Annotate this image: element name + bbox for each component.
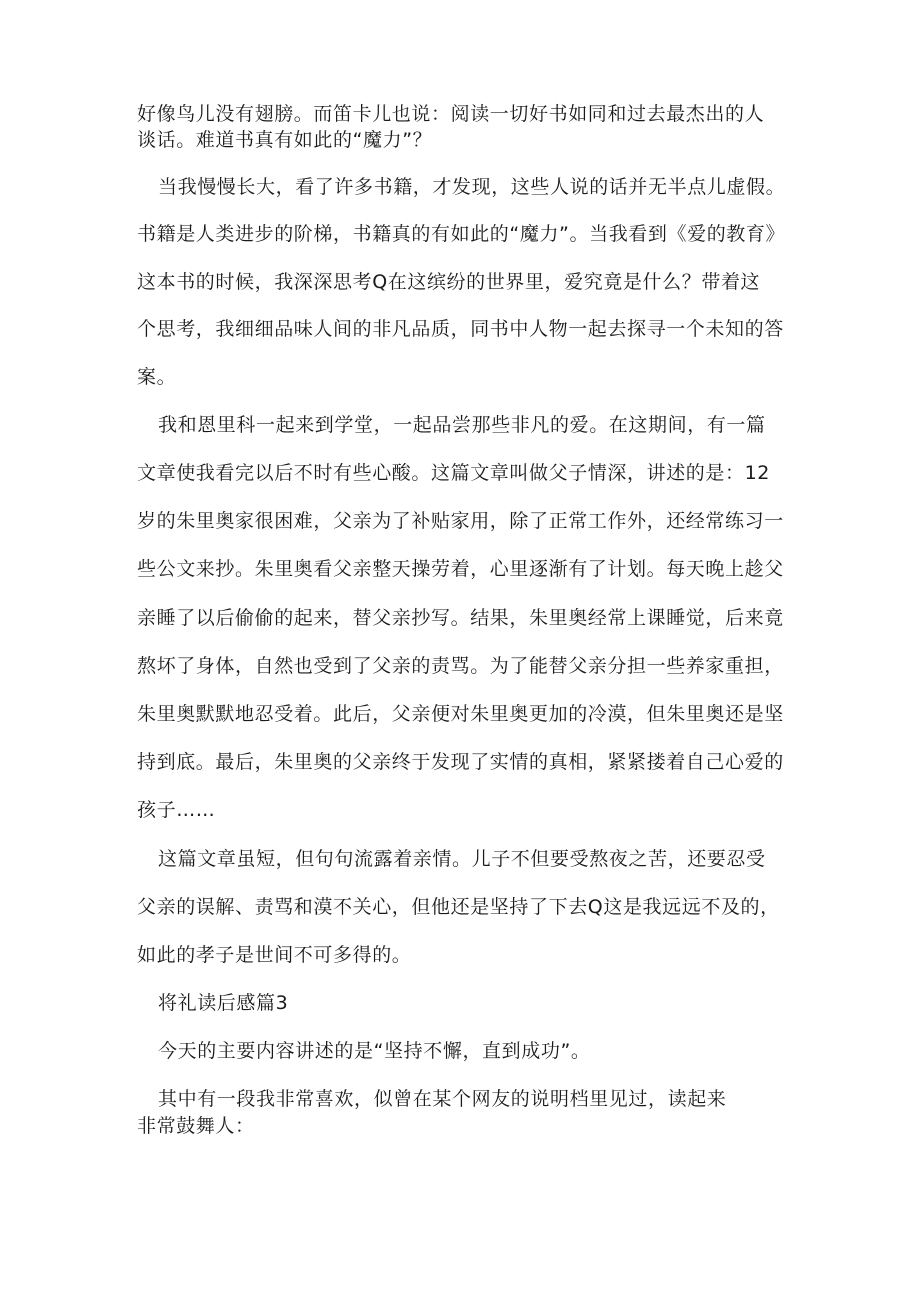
text-line: 我和恩里科一起来到学堂，一起品尝那些非凡的爱。在这期间，有一篇 [158, 414, 766, 436]
text-line: 当我慢慢长大，看了许多书籍，才发现，这些人说的话并无半点儿虚假。 [158, 176, 786, 198]
text-line: 好像鸟儿没有翅膀。而笛卡儿也说：阅读一切好书如同和过去最杰出的人 [137, 103, 765, 125]
text-line: 些公文来抄。朱里奥看父亲整天操劳着，心里逐渐有了计划。每天晚上趁父 [137, 558, 784, 580]
section-heading: 将礼读后感篇3 [158, 992, 289, 1014]
text-line: 今天的主要内容讲述的是“坚持不懈，直到成功”。 [158, 1040, 591, 1062]
text-line: 谈话。难道书真有如此的“魔力”？ [137, 129, 433, 151]
text-line: 这本书的时候，我深深思考Q在这缤纷的世界里，爱究竟是什么？带着这 [137, 271, 761, 293]
text-line: 朱里奥默默地忍受着。此后，父亲便对朱里奥更加的冷漠，但朱里奥还是坚 [137, 703, 784, 725]
text-line: 非常鼓舞人： [137, 1115, 255, 1137]
text-line: 这篇文章虽短，但句句流露着亲情。儿子不但要受熬夜之苦，还要忍受 [158, 848, 766, 870]
text-line: 书籍是人类进步的阶梯，书籍真的有如此的“魔力”。当我看到《爱的教育》 [137, 223, 786, 245]
text-line: 岁的朱里奥家很困难，父亲为了补贴家用，除了正常工作外，还经常练习一 [137, 510, 784, 532]
text-line: 如此的孝子是世间不可多得的。 [137, 944, 412, 966]
text-line: 父亲的误解、责骂和漠不关心，但他还是坚持了下去Q这是我远远不及的， [137, 896, 780, 918]
text-line: 孩子…… [137, 799, 216, 821]
text-line: 亲睡了以后偷偷的起来，替父亲抄写。结果，朱里奥经常上课睡觉，后来竟 [137, 607, 784, 629]
text-line: 其中有一段我非常喜欢，似曾在某个网友的说明档里见过，读起来 [158, 1088, 727, 1110]
text-line: 个思考，我细细品味人间的非凡品质，同书中人物一起去探寻一个未知的答 [137, 318, 784, 340]
text-line: 文章使我看完以后不时有些心酸。这篇文章叫做父子情深，讲述的是：12 [137, 462, 770, 484]
text-line: 熬坏了身体，自然也受到了父亲的责骂。为了能替父亲分担一些养家重担， [137, 655, 784, 677]
text-line: 案。 [137, 366, 177, 388]
text-line: 持到底。最后，朱里奥的父亲终于发现了实情的真相，紧紧搂着自己心爱的 [137, 751, 784, 773]
